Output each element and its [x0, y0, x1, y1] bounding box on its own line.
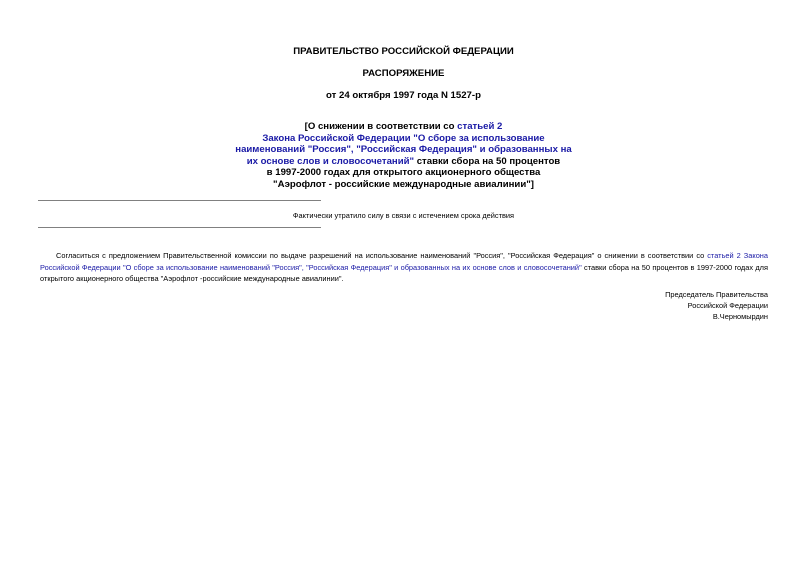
document-title — [0, 121, 807, 190]
divider-bottom — [38, 227, 321, 228]
title-line-4 — [0, 156, 807, 168]
title-link-article[interactable]: статьей 2 — [457, 121, 503, 132]
validity-status-note: Фактически утратило силу в связи с истечением срока действия — [292, 211, 515, 220]
title-line-4-text: ставки сбора на 50 процентов — [414, 155, 561, 167]
order-body-paragraph — [40, 250, 768, 285]
government-heading: ПРАВИТЕЛЬСТВО РОССИЙСКОЙ ФЕДЕРАЦИИ — [293, 46, 514, 57]
signature-position-line-2: Российской Федерации — [687, 301, 768, 310]
document-type-heading: РАСПОРЯЖЕНИЕ — [362, 68, 445, 79]
title-line-2 — [0, 133, 807, 145]
title-line-3 — [0, 144, 807, 156]
title-line-1-text: [О снижении в соответствии со — [304, 121, 458, 132]
signature-position-line-1: Председатель Правительства — [665, 290, 768, 299]
title-line-6: "Аэрофлот - российские международные авиалинии"] — [273, 178, 534, 190]
body-link-law[interactable]: статьей 2 Закона Российской Федерации "О сборе за использование наименований "Россия", "Российская Федерация" и образованных на их основе слов и словосочетаний" — [40, 251, 768, 272]
title-link-law-part-2[interactable]: наименований "Россия", "Российская Федерация" и образованных на — [235, 144, 572, 155]
body-text-after: ставки сбора на 50 процентов в 1997-2000 годах для открытого акционерного общества "Аэрофлот -российские международные авиалинии". — [40, 262, 768, 283]
divider-top — [38, 200, 321, 201]
title-link-law-part-1[interactable]: Закона Российской Федерации "О сборе за использование — [262, 132, 545, 144]
document-date-number: от 24 октября 1997 года N 1527-р — [326, 90, 481, 101]
signature-block — [665, 289, 768, 322]
signature-name: В.Черномырдин — [712, 312, 768, 321]
body-text-before: Согласиться с предложением Правительственной комиссии по выдаче разрешений на использование наименований "Россия", "Российская Федерация" о снижении в соответствии со — [56, 251, 708, 260]
title-line-1 — [0, 121, 807, 133]
title-line-5: в 1997-2000 годах для открытого акционерного общества — [266, 167, 541, 178]
title-link-law-part-3[interactable]: их основе слов и словосочетаний" — [246, 155, 415, 167]
